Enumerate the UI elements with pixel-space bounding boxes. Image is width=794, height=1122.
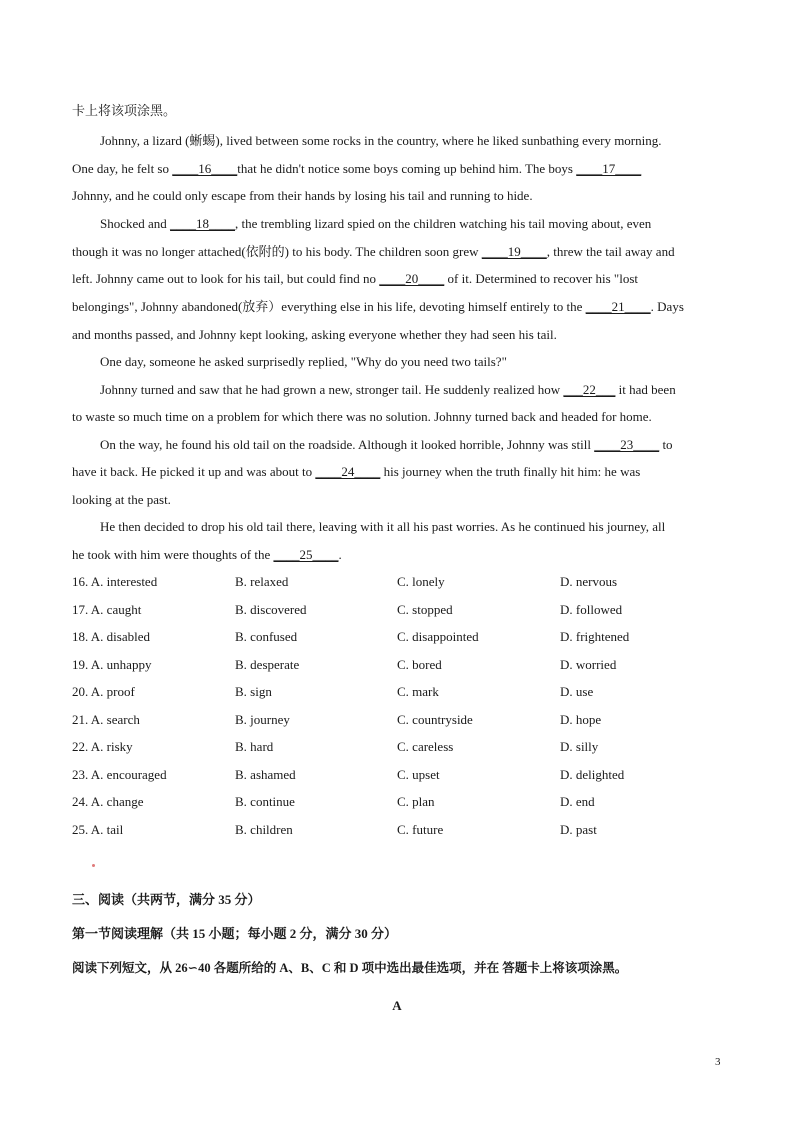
option-a: 20. A. proof [72, 684, 135, 699]
option-b: B. confused [235, 629, 298, 644]
option-row [72, 822, 732, 838]
page-number: 3 [715, 1056, 721, 1068]
text-run: Shocked and [100, 216, 171, 231]
passage-line [72, 244, 675, 260]
option-b: B. continue [235, 794, 295, 809]
option-b: B. sign [235, 684, 272, 699]
passage-line [100, 382, 676, 398]
option-b: B. ashamed [235, 767, 296, 782]
text-run: One day, he felt so [72, 161, 173, 176]
text-run: On the way, he found his old tail on the roadside. Although it looked horrible, Johnny was still [100, 437, 595, 452]
blank-23: ____23____ [594, 437, 660, 452]
option-a: 24. A. change [72, 794, 144, 809]
text-run: Johnny turned and saw that he had grown a new, stronger tail. He suddenly realized how [100, 382, 564, 397]
option-b: B. discovered [235, 602, 307, 617]
passage-line: looking at the past. [72, 492, 171, 507]
option-b: B. children [235, 822, 293, 837]
option-d: D. nervous [560, 574, 618, 589]
passage-line: to waste so much time on a problem for which there was no solution. Johnny turned back and headed for home. [72, 409, 652, 424]
option-b: B. hard [235, 739, 274, 754]
text-run: that he didn't notice some boys coming up behind him. The boys [237, 161, 577, 176]
blank-22: ___22___ [563, 382, 616, 397]
option-a: 16. A. interested [72, 574, 158, 589]
option-d: D. delighted [560, 767, 625, 782]
option-a: 22. A. risky [72, 739, 133, 754]
passage-line: Johnny, a lizard (蜥蜴), lived between some rocks in the country, where he liked sunbathing every morning. [100, 133, 662, 148]
passage-line [72, 161, 641, 177]
option-c: C. disappointed [397, 629, 479, 644]
option-d: D. past [560, 822, 597, 837]
option-c: C. future [397, 822, 444, 837]
text-run: his journey when the truth finally hit him: he was [380, 464, 641, 479]
option-a: 18. A. disabled [72, 629, 150, 644]
option-a: 17. A. caught [72, 602, 142, 617]
option-b: B. relaxed [235, 574, 289, 589]
blank-17: ____17____ [576, 161, 642, 176]
option-c: C. stopped [397, 602, 453, 617]
option-d: D. frightened [560, 629, 630, 644]
blank-25: ____25____ [273, 547, 339, 562]
option-c: C. careless [397, 739, 454, 754]
text-run: he took with him were thoughts of the [72, 547, 274, 562]
option-a: 19. A. unhappy [72, 657, 152, 672]
option-c: C. bored [397, 657, 442, 672]
text-run: it had been [615, 382, 676, 397]
passage-label: A [392, 998, 402, 1013]
passage-line: and months passed, and Johnny kept looking, asking everyone whether they had seen his tail. [72, 327, 557, 342]
blank-19: ____19____ [481, 244, 547, 259]
option-d: D. followed [560, 602, 623, 617]
text-run: belongings", Johnny abandoned(放弃）everything else in his life, devoting himself entirely to the [72, 299, 586, 314]
section-heading: 三、阅读（共两节，满分 35 分） [72, 892, 261, 907]
option-c: C. mark [397, 684, 439, 699]
blank-16: ____16____ [172, 161, 238, 176]
passage-line [72, 547, 342, 563]
option-row [72, 712, 732, 728]
option-a: 23. A. encouraged [72, 767, 167, 782]
text-run: of it. Determined to recover his "lost [444, 271, 639, 286]
passage-line [100, 437, 673, 453]
text-run: . Days [650, 299, 684, 314]
passage-line [72, 464, 640, 480]
option-row [72, 794, 732, 810]
passage-line: He then decided to drop his old tail there, leaving with it all his past worries. As he continued his journey, all [100, 519, 666, 534]
option-d: D. silly [560, 739, 599, 754]
option-d: D. worried [560, 657, 617, 672]
option-a: 21. A. search [72, 712, 140, 727]
option-row [72, 629, 732, 645]
option-c: C. plan [397, 794, 435, 809]
option-c: C. countryside [397, 712, 473, 727]
passage-line [72, 299, 684, 315]
text-run: have it back. He picked it up and was about to [72, 464, 316, 479]
stray-mark [92, 864, 95, 867]
option-row [72, 767, 732, 783]
text-run: . [338, 547, 342, 562]
subsection-heading: 第一节阅读理解（共 15 小题；每小题 2 分，满分 30 分） [72, 926, 398, 941]
text-run: , threw the tail away and [546, 244, 675, 259]
option-c: C. lonely [397, 574, 445, 589]
option-row [72, 602, 732, 618]
option-c: C. upset [397, 767, 440, 782]
option-row [72, 657, 732, 673]
blank-21: ____21____ [585, 299, 651, 314]
option-row [72, 739, 732, 755]
text-run: to [659, 437, 673, 452]
passage-line: One day, someone he asked surprisedly replied, "Why do you need two tails?" [100, 354, 507, 369]
option-d: D. use [560, 684, 594, 699]
passage-line [72, 271, 638, 287]
option-d: D. end [560, 794, 595, 809]
option-b: B. desperate [235, 657, 300, 672]
blank-18: ____18____ [170, 216, 236, 231]
passage-line [100, 216, 651, 232]
option-a: 25. A. tail [72, 822, 124, 837]
continued-instruction: 卡上将该项涂黑。 [72, 103, 177, 118]
blank-24: ____24____ [315, 464, 381, 479]
option-b: B. journey [235, 712, 290, 727]
option-row [72, 684, 732, 700]
text-run: though it was no longer attached(依附的) to his body. The children soon grew [72, 244, 482, 259]
reading-instruction: 阅读下列短文，从 26∽40 各题所给的 A、B、C 和 D 项中选出最佳选项，并在 答题卡上将该项涂黑。 [72, 961, 628, 975]
passage-line: Johnny, and he could only escape from their hands by losing his tail and running to hide. [72, 188, 533, 203]
text-run: left. Johnny came out to look for his tail, but could find no [72, 271, 380, 286]
option-d: D. hope [560, 712, 602, 727]
option-row [72, 574, 732, 590]
text-run: , the trembling lizard spied on the children watching his tail moving about, even [235, 216, 652, 231]
blank-20: ____20____ [379, 271, 445, 286]
